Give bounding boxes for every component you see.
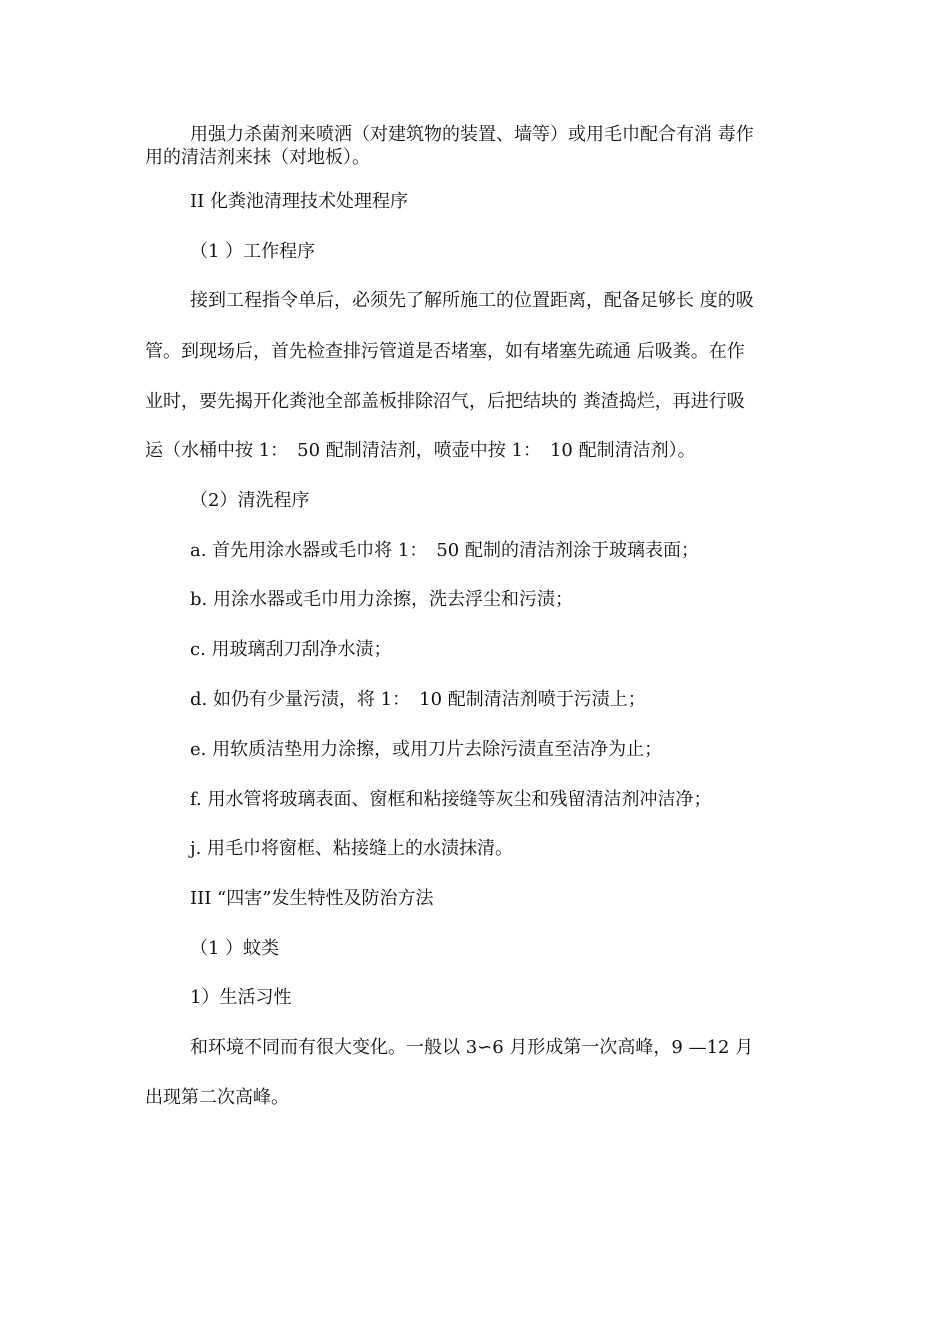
paragraph-line: 和环境不同而有很大变化。一般以 3∽6 月形成第一次高峰，9 —12 月 — [190, 1037, 754, 1058]
list-item: c. 用玻璃刮刀刮净水渍； — [190, 639, 392, 660]
list-item: e. 用软质洁垫用力涂擦，或用刀片去除污渍直至洁净为止； — [190, 739, 663, 760]
list-item: b. 用涂水器或毛巾用力涂擦，洗去浮尘和污渍； — [190, 589, 573, 610]
paragraph-line: 管。到现场后，首先检查排污管道是否堵塞，如有堵塞先疏通 后吸粪。在作 — [145, 341, 745, 362]
section-heading: II 化粪池清理技术处理程序 — [190, 191, 408, 212]
subsection-heading: （1 ）蚊类 — [190, 938, 280, 959]
paragraph-line: 接到工程指令单后，必须先了解所施工的位置距离，配备足够长 度的吸 — [190, 290, 754, 311]
section-heading: III “四害”发生特性及防治方法 — [190, 888, 434, 909]
subsection-heading: （1 ）工作程序 — [190, 241, 316, 262]
list-item: a. 首先用涂水器或毛巾将 1： 50 配制的清洁剂涂于玻璃表面； — [190, 540, 699, 561]
paragraph-line: 出现第二次高峰。 — [145, 1087, 289, 1108]
paragraph-line: 运（水桶中按 1： 50 配制清洁剂，喷壶中按 1： 10 配制清洁剂）。 — [145, 440, 696, 461]
list-item: d. 如仍有少量污渍，将 1： 10 配制清洁剂喷于污渍上； — [190, 689, 646, 710]
paragraph-line: 业时，要先揭开化粪池全部盖板排除沼气，后把结块的 粪渣捣烂，再进行吸 — [145, 391, 745, 412]
list-item: j. 用毛巾将窗框、粘接缝上的水渍抹清。 — [190, 838, 514, 859]
subsection-heading: （2）清洗程序 — [190, 490, 310, 511]
paragraph-line: 用的清洁剂来抹（对地板）。 — [145, 147, 370, 168]
subsection-heading: 1）生活习性 — [190, 987, 292, 1008]
paragraph-line: 用强力杀菌剂来喷洒（对建筑物的装置、墙等）或用毛巾配合有消 毒作 — [190, 124, 754, 145]
list-item: f. 用水管将玻璃表面、窗框和粘接缝等灰尘和残留清洁剂冲洁净； — [190, 789, 712, 810]
